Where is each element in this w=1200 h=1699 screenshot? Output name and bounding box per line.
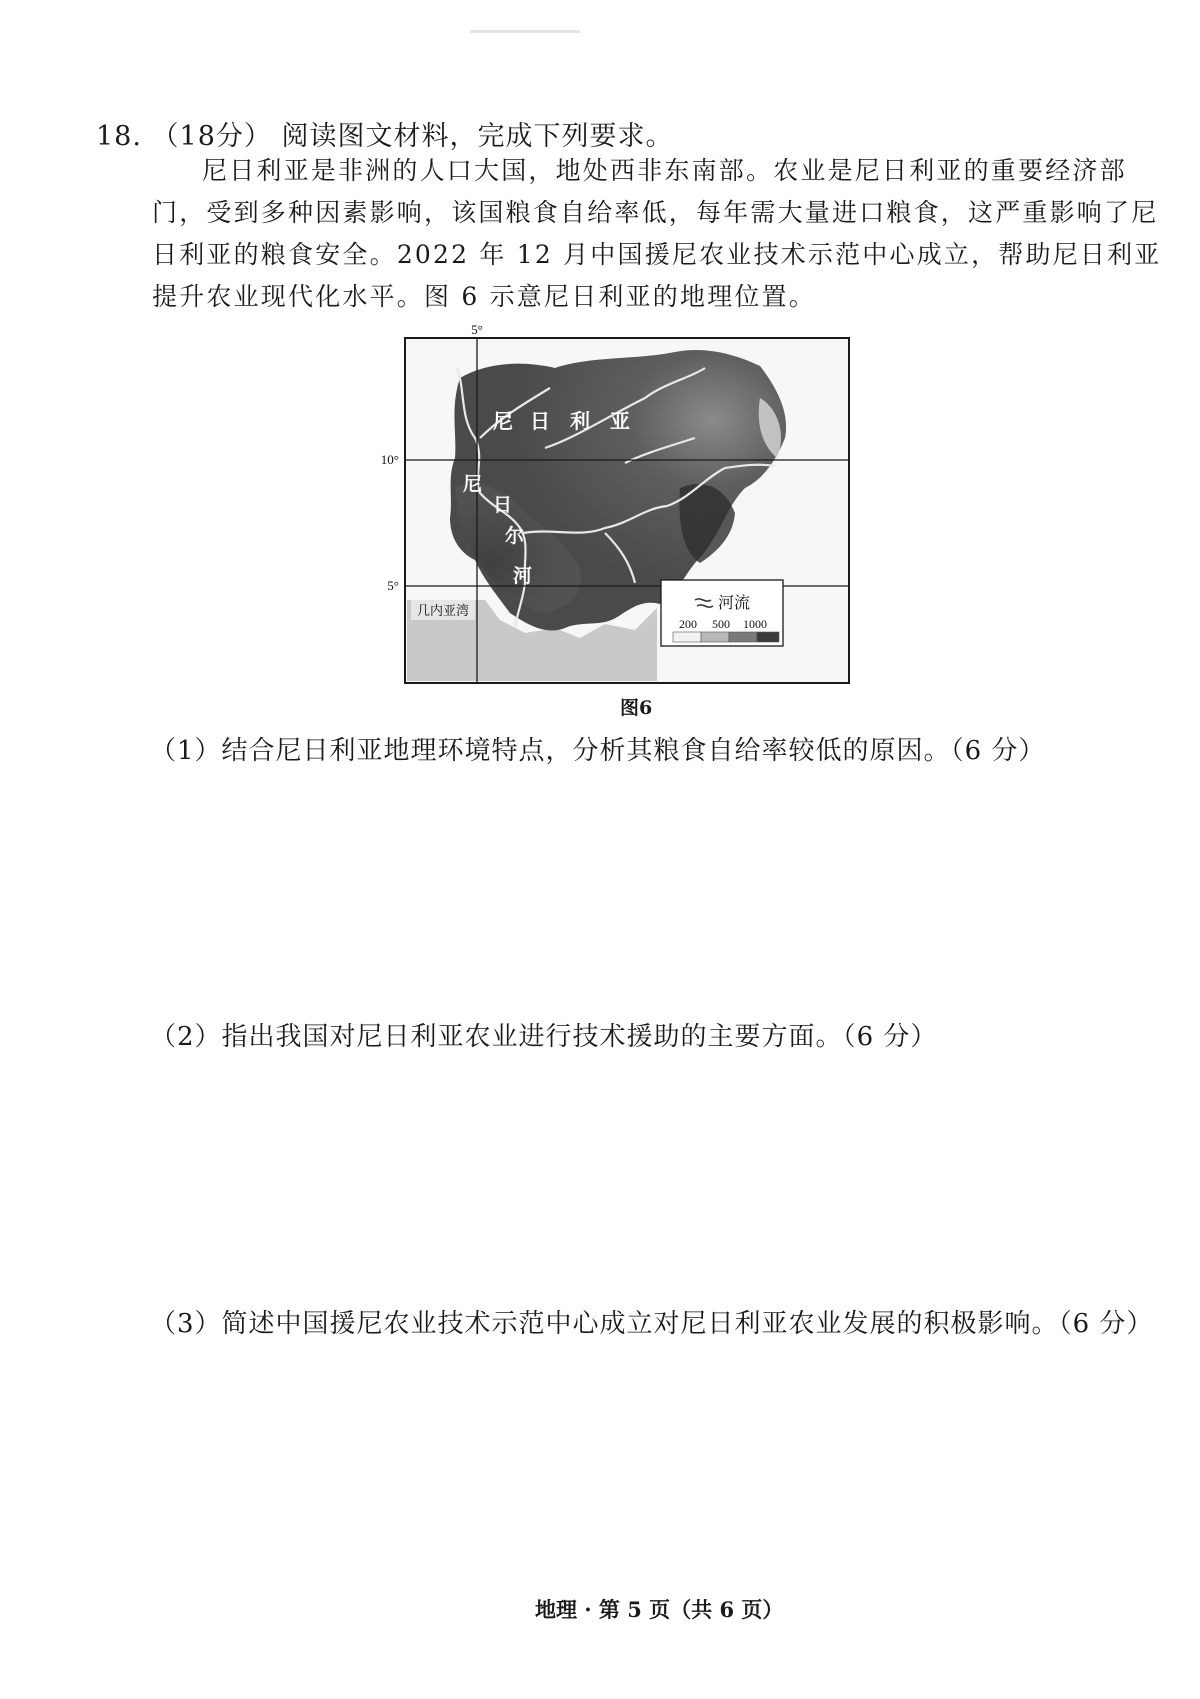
legend-swatch-3 <box>729 632 757 642</box>
sub-question-2-text: 指出我国对尼日利亚农业进行技术援助的主要方面。 <box>221 1022 843 1052</box>
longitude-label: 5° <box>471 322 483 337</box>
sub-question-3-score: （6 分） <box>1058 1309 1154 1339</box>
sub-question-2-score: （6 分） <box>842 1022 938 1052</box>
question-instruction: 阅读图文材料，完成下列要求。 <box>281 121 674 152</box>
legend-value-200: 200 <box>679 617 697 631</box>
legend-swatch-2 <box>701 632 729 642</box>
nigeria-map-figure <box>380 322 850 684</box>
country-label-char-4: 亚 <box>610 409 630 433</box>
sub-question-3 <box>150 1303 1153 1340</box>
paragraph-part-2: 2022 年 12 月中国援尼农业技术示范中心成立，帮助尼日利亚提升农业现代化水平。图 6 示意尼日利亚的地理位置。 <box>152 240 1162 311</box>
paragraph-part-1: 尼日利亚是非洲的人口大国，地处西非东南部。农业是尼日利亚的重要经济部门，受到多种因素影响，该国粮食自给率低，每年需大量进口粮食，这严重影响了尼日利亚的粮食安全。 <box>152 156 1159 269</box>
nigeria-map <box>380 322 850 684</box>
question-number: 18. <box>96 121 142 152</box>
question-score: （18分） <box>151 121 272 152</box>
latitude-label-10: 10° <box>380 452 399 467</box>
sub-question-1-score: （6 分） <box>950 736 1046 766</box>
question-header <box>96 114 674 153</box>
river-label-char-2: 日 <box>493 494 513 516</box>
latitude-label-5: 5° <box>387 578 399 593</box>
river-label-char-4: 河 <box>513 565 533 587</box>
legend-value-1000: 1000 <box>743 617 767 631</box>
river-label-char-1: 尼 <box>463 473 483 495</box>
legend-swatch-4 <box>757 632 779 642</box>
material-paragraph <box>152 150 1167 318</box>
legend-swatch-1 <box>673 632 701 642</box>
sub-question-1-text: 结合尼日利亚地理环境特点，分析其粮食自给率较低的原因。 <box>221 736 951 766</box>
page-footer: 地理 · 第 5 页（共 6 页） <box>535 1597 784 1622</box>
map-legend <box>661 580 783 646</box>
legend-river-label: 河流 <box>718 595 751 612</box>
sub-question-1-label: （1） <box>150 736 222 766</box>
sub-question-3-text: 简述中国援尼农业技术示范中心成立对尼日利亚农业发展的积极影响。 <box>221 1309 1059 1339</box>
scan-artifact <box>470 30 580 33</box>
gulf-label: 几内亚湾 <box>416 603 470 618</box>
legend-value-500: 500 <box>712 617 730 631</box>
country-label-char-3: 利 <box>570 409 590 433</box>
sub-question-2 <box>150 1016 937 1053</box>
country-label-char-1: 尼 <box>493 409 513 433</box>
sub-question-3-label: （3） <box>150 1309 222 1339</box>
figure-caption: 图6 <box>620 697 653 719</box>
river-label-char-3: 尔 <box>505 525 525 547</box>
sub-question-2-label: （2） <box>150 1022 222 1052</box>
sub-question-1 <box>150 730 1045 767</box>
country-label-char-2: 日 <box>530 409 550 433</box>
